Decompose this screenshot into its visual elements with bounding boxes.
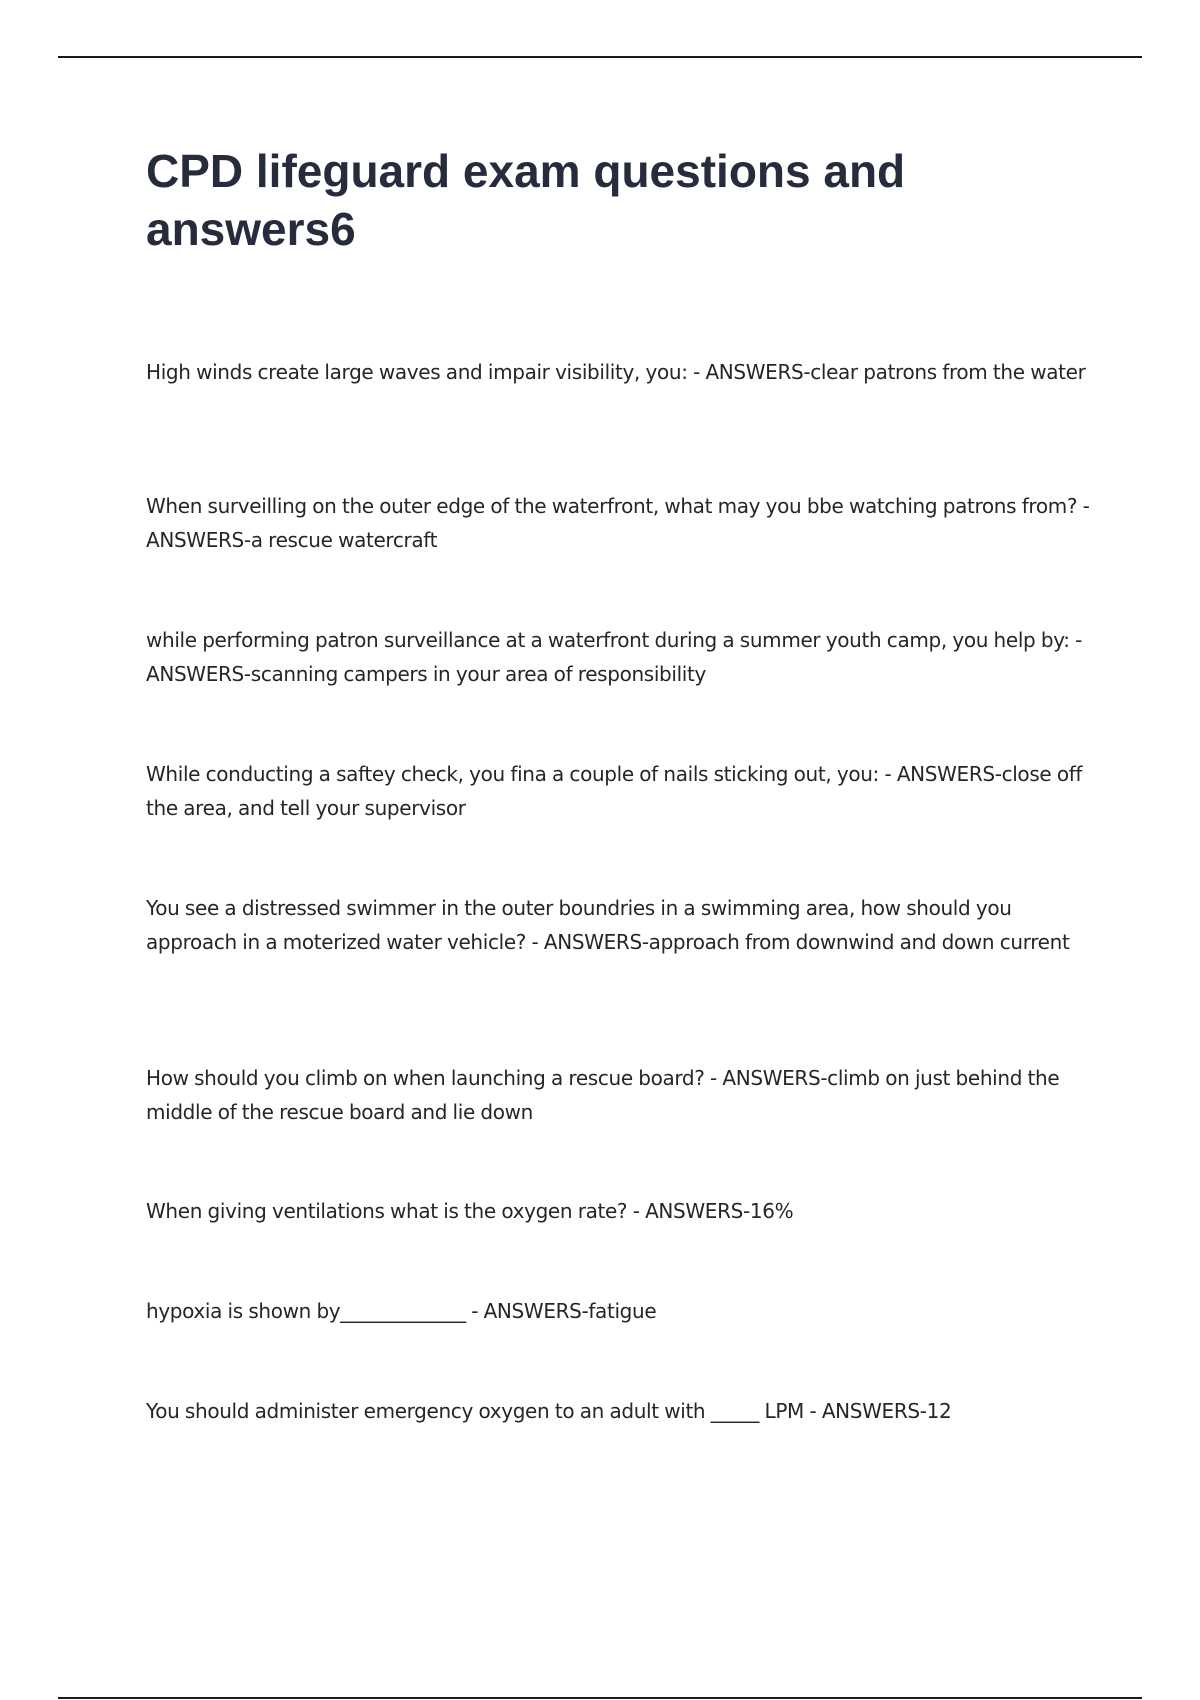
qa-item-5: You see a distressed swimmer in the outer boundries in a swimming area, how should you approach in a moterized water vehicle? - ANSWERS-approach from downwind and down current: [146, 896, 1070, 954]
qa-item-8: hypoxia is shown by_____________ - ANSWERS-fatigue: [146, 1299, 657, 1323]
document-title: CPD lifeguard exam questions and answers6: [146, 145, 906, 255]
qa-item-1: High winds create large waves and impair visibility, you: - ANSWERS-clear patrons from the water: [146, 360, 1086, 384]
qa-item-7: When giving ventilations what is the oxygen rate? - ANSWERS-16%: [146, 1199, 794, 1223]
top-divider: [58, 56, 1142, 58]
qa-item-2: When surveilling on the outer edge of the waterfront, what may you bbe watching patrons from? - ANSWERS-a rescue watercraft: [146, 494, 1090, 552]
qa-item-9: You should administer emergency oxygen to an adult with _____ LPM - ANSWERS-12: [146, 1399, 952, 1423]
qa-item-6: How should you climb on when launching a rescue board? - ANSWERS-climb on just behind the middle of the rescue board and lie down: [146, 1066, 1060, 1124]
qa-item-4: While conducting a saftey check, you fina a couple of nails sticking out, you: - ANSWERS-close off the area, and tell your supervisor: [146, 762, 1083, 820]
qa-item-3: while performing patron surveillance at a waterfront during a summer youth camp, you help by: - ANSWERS-scanning campers in your area of responsibility: [146, 628, 1083, 686]
bottom-divider: [58, 1697, 1142, 1699]
